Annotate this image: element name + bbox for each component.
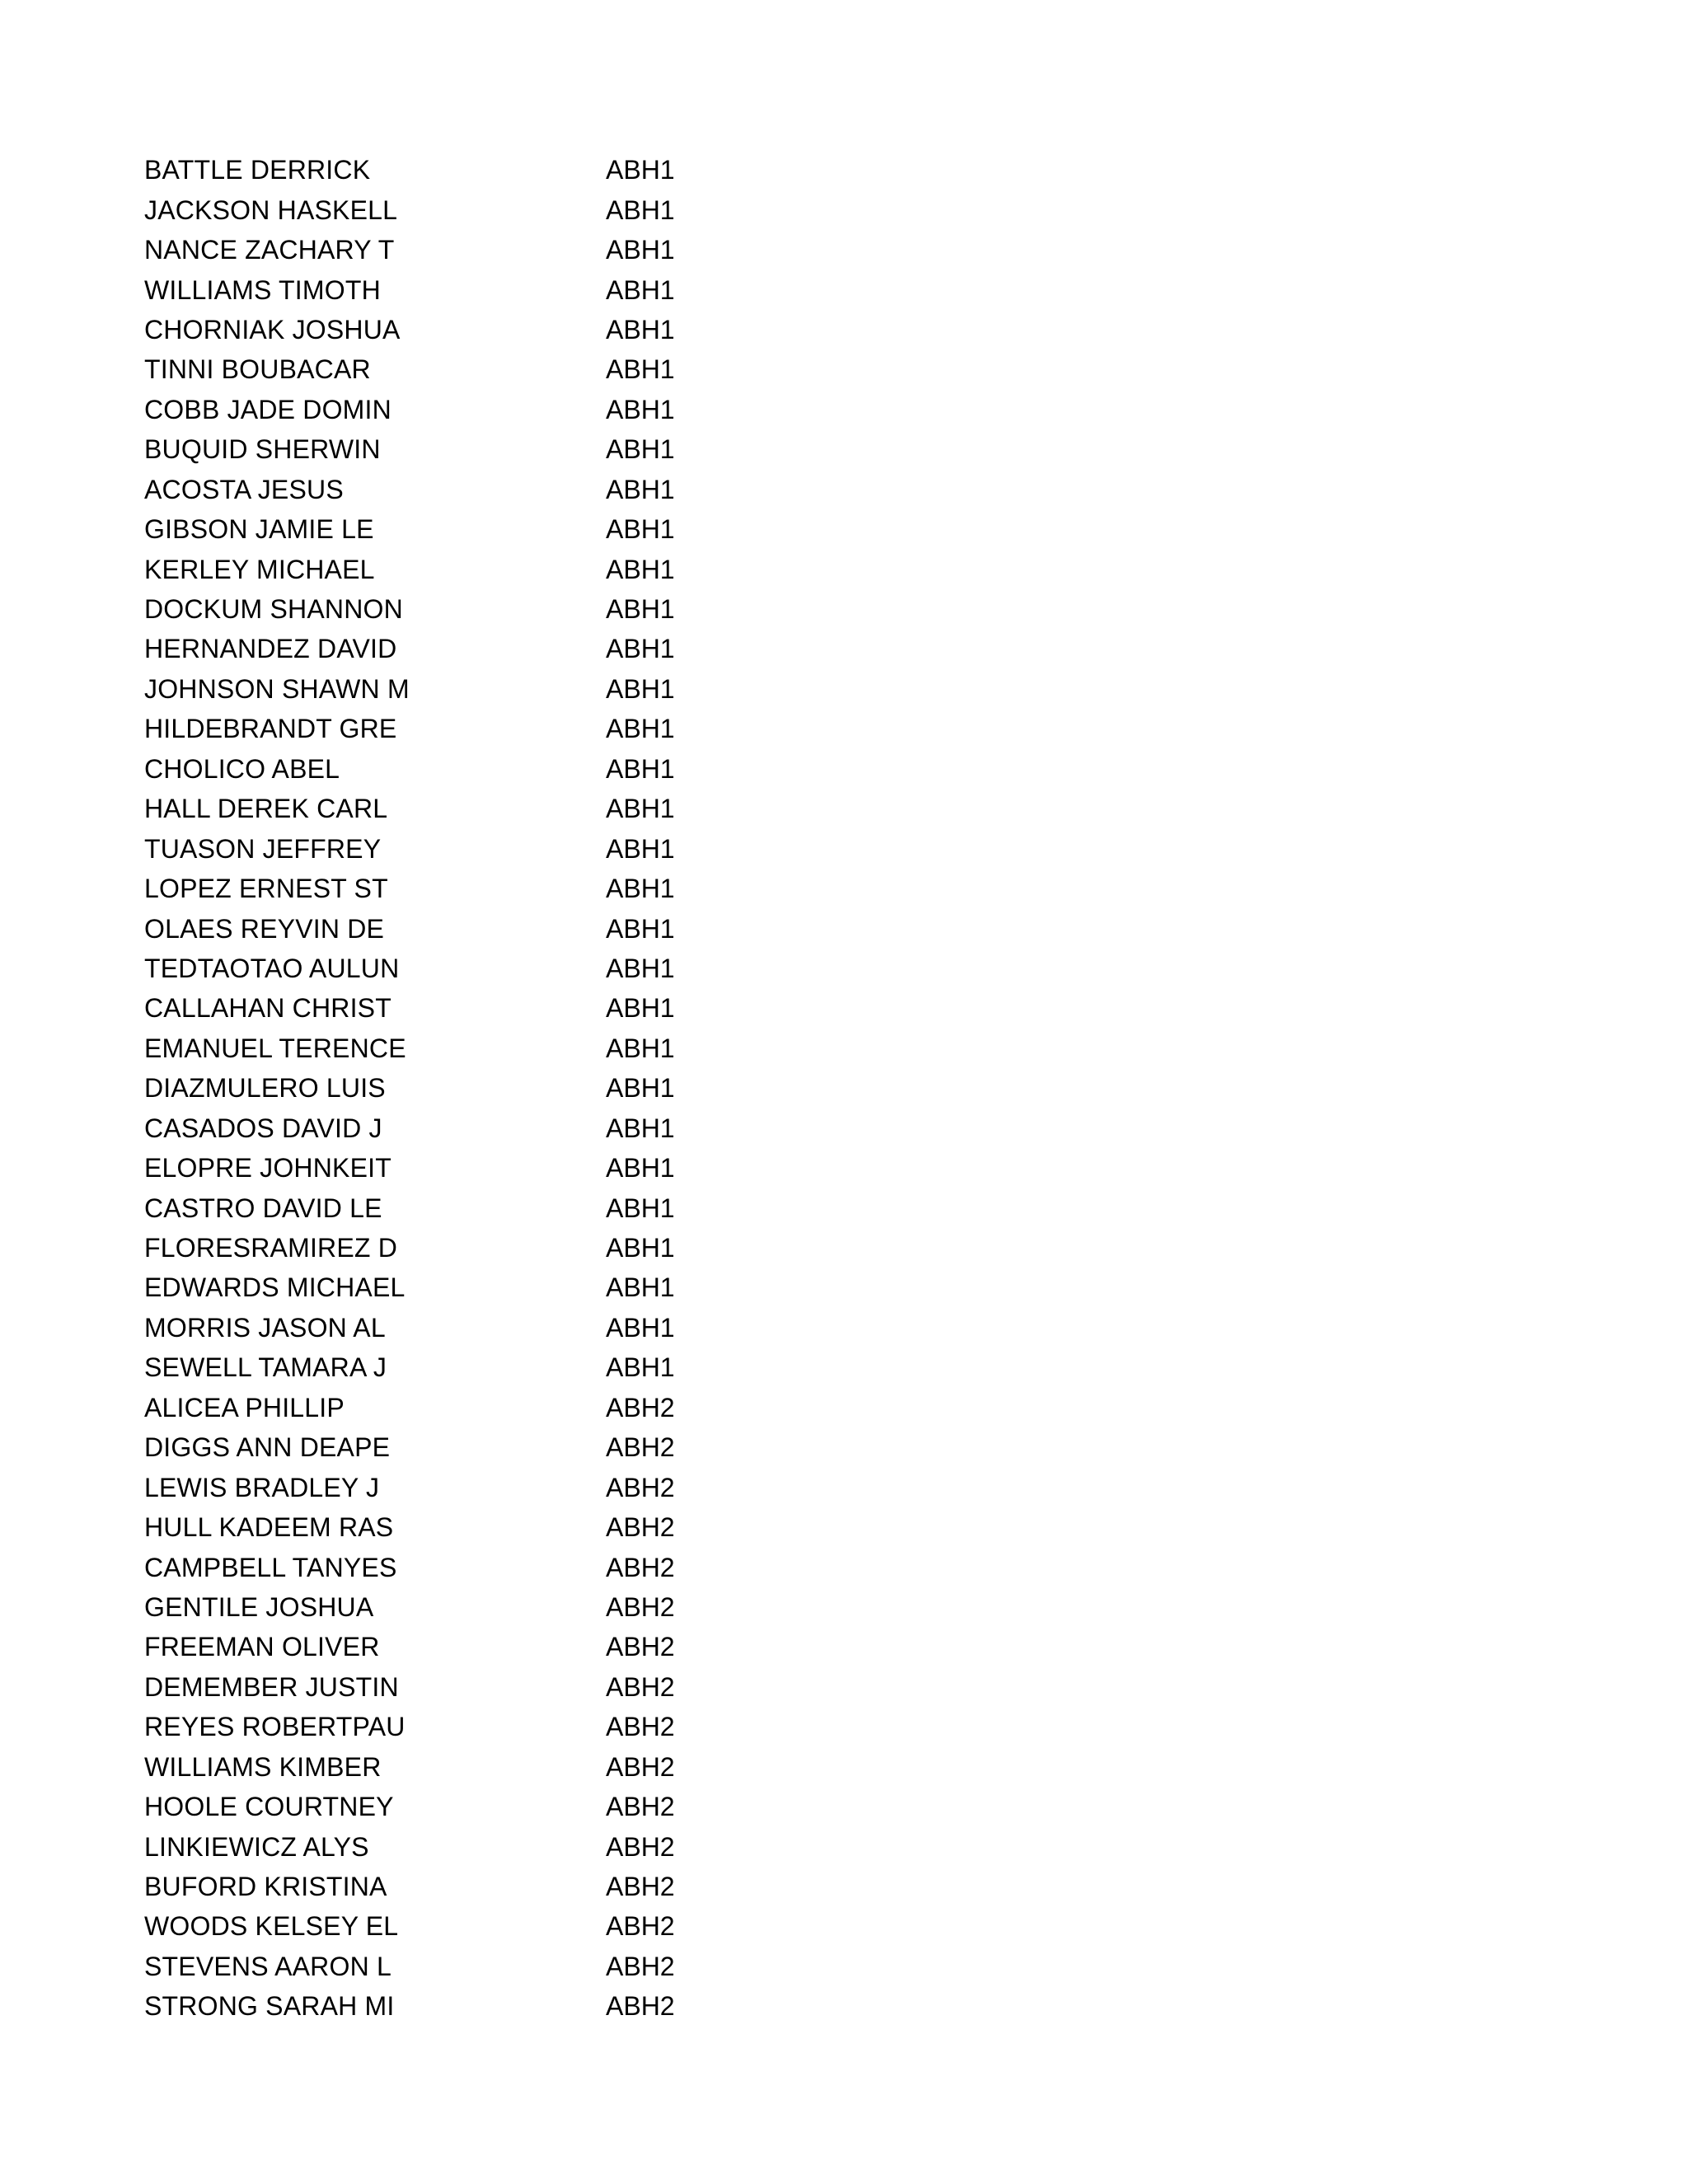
unit-code: ABH1 <box>606 953 675 983</box>
unit-code: ABH1 <box>606 833 675 864</box>
unit-code: ABH1 <box>606 993 675 1024</box>
person-name: HALL DEREK CARL <box>144 794 388 824</box>
unit-code: ABH2 <box>606 1552 675 1582</box>
unit-code: ABH1 <box>606 314 675 344</box>
unit-code: ABH1 <box>606 155 675 185</box>
list-item <box>144 1867 886 1906</box>
person-name: TUASON JEFFREY <box>144 833 382 864</box>
list-item <box>144 150 886 190</box>
person-name: BATTLE DERRICK <box>144 155 371 185</box>
list-item <box>144 1747 886 1787</box>
list-item <box>144 230 886 269</box>
person-name: WILLIAMS KIMBER <box>144 1751 382 1782</box>
unit-code: ABH2 <box>606 1632 675 1662</box>
person-name: GIBSON JAMIE LE <box>144 514 374 545</box>
unit-code: ABH2 <box>606 1991 675 2022</box>
list-item <box>144 1707 886 1746</box>
unit-code: ABH1 <box>606 274 675 305</box>
person-name: JACKSON HASKELL <box>144 194 398 225</box>
person-name: COBB JADE DOMIN <box>144 394 392 424</box>
person-name: CHOLICO ABEL <box>144 753 340 784</box>
unit-code: ABH1 <box>606 794 675 824</box>
person-name: TINNI BOUBACAR <box>144 354 371 385</box>
list-item <box>144 789 886 828</box>
list-item <box>144 1906 886 1946</box>
list-item <box>144 869 886 908</box>
list-item <box>144 1587 886 1627</box>
roster-list <box>144 150 886 2027</box>
person-name: LEWIS BRADLEY J <box>144 1472 380 1502</box>
unit-code: ABH2 <box>606 1512 675 1543</box>
list-item <box>144 470 886 509</box>
unit-code: ABH1 <box>606 634 675 664</box>
person-name: SEWELL TAMARA J <box>144 1352 387 1383</box>
unit-code: ABH2 <box>606 1911 675 1942</box>
list-item <box>144 1627 886 1666</box>
unit-code: ABH1 <box>606 1033 675 1063</box>
list-item <box>144 1347 886 1387</box>
unit-code: ABH1 <box>606 1272 675 1303</box>
person-name: OLAES REYVIN DE <box>144 913 385 944</box>
person-name: WILLIAMS TIMOTH <box>144 274 381 305</box>
person-name: FLORESRAMIREZ D <box>144 1233 398 1263</box>
unit-code: ABH1 <box>606 1312 675 1343</box>
list-item <box>144 1787 886 1826</box>
unit-code: ABH1 <box>606 194 675 225</box>
unit-code: ABH1 <box>606 1153 675 1183</box>
list-item <box>144 1068 886 1108</box>
unit-code: ABH1 <box>606 1073 675 1104</box>
list-item <box>144 1188 886 1227</box>
unit-code: ABH1 <box>606 434 675 465</box>
person-name: MORRIS JASON AL <box>144 1312 386 1343</box>
person-name: EMANUEL TERENCE <box>144 1033 406 1063</box>
list-item <box>144 1388 886 1427</box>
person-name: CASTRO DAVID LE <box>144 1193 382 1223</box>
list-item <box>144 1228 886 1268</box>
unit-code: ABH1 <box>606 474 675 504</box>
person-name: CASADOS DAVID J <box>144 1113 382 1143</box>
list-item <box>144 1986 886 2026</box>
person-name: ACOSTA JESUS <box>144 474 344 504</box>
unit-code: ABH1 <box>606 1193 675 1223</box>
list-item <box>144 949 886 988</box>
list-item <box>144 749 886 789</box>
person-name: CAMPBELL TANYES <box>144 1552 397 1582</box>
list-item <box>144 429 886 469</box>
unit-code: ABH2 <box>606 1872 675 1902</box>
unit-code: ABH1 <box>606 1233 675 1263</box>
unit-code: ABH2 <box>606 1751 675 1782</box>
unit-code: ABH1 <box>606 394 675 424</box>
person-name: BUQUID SHERWIN <box>144 434 381 465</box>
person-name: BUFORD KRISTINA <box>144 1872 387 1902</box>
list-item <box>144 709 886 748</box>
list-item <box>144 1667 886 1707</box>
person-name: HOOLE COURTNEY <box>144 1792 394 1822</box>
person-name: STEVENS AARON L <box>144 1951 392 1981</box>
unit-code: ABH1 <box>606 354 675 385</box>
list-item <box>144 1029 886 1068</box>
list-item <box>144 310 886 349</box>
unit-code: ABH1 <box>606 913 675 944</box>
person-name: DIAZMULERO LUIS <box>144 1073 386 1104</box>
list-item <box>144 1826 886 1866</box>
person-name: CHORNIAK JOSHUA <box>144 314 401 344</box>
list-item <box>144 1547 886 1586</box>
person-name: DIGGS ANN DEAPE <box>144 1432 391 1463</box>
person-name: HILDEBRANDT GRE <box>144 714 397 744</box>
person-name: WOODS KELSEY EL <box>144 1911 399 1942</box>
list-item <box>144 269 886 309</box>
list-item <box>144 1507 886 1547</box>
unit-code: ABH1 <box>606 1113 675 1143</box>
unit-code: ABH2 <box>606 1671 675 1702</box>
person-name: LINKIEWICZ ALYS <box>144 1831 369 1862</box>
list-item <box>144 190 886 229</box>
person-name: TEDTAOTAO AULUN <box>144 953 400 983</box>
unit-code: ABH2 <box>606 1472 675 1502</box>
person-name: KERLEY MICHAEL <box>144 554 375 584</box>
unit-code: ABH2 <box>606 1392 675 1422</box>
list-item <box>144 828 886 868</box>
list-item <box>144 390 886 429</box>
person-name: CALLAHAN CHRIST <box>144 993 392 1024</box>
person-name: DOCKUM SHANNON <box>144 594 403 625</box>
unit-code: ABH1 <box>606 1352 675 1383</box>
person-name: ELOPRE JOHNKEIT <box>144 1153 392 1183</box>
unit-code: ABH1 <box>606 874 675 904</box>
person-name: DEMEMBER JUSTIN <box>144 1671 399 1702</box>
unit-code: ABH1 <box>606 554 675 584</box>
unit-code: ABH2 <box>606 1591 675 1622</box>
list-item <box>144 589 886 629</box>
unit-code: ABH1 <box>606 235 675 265</box>
unit-code: ABH1 <box>606 673 675 704</box>
unit-code: ABH2 <box>606 1792 675 1822</box>
list-item <box>144 629 886 668</box>
list-item <box>144 908 886 948</box>
list-item <box>144 509 886 549</box>
person-name: JOHNSON SHAWN M <box>144 673 410 704</box>
unit-code: ABH1 <box>606 753 675 784</box>
unit-code: ABH2 <box>606 1951 675 1981</box>
list-item <box>144 349 886 389</box>
list-item <box>144 1148 886 1188</box>
person-name: NANCE ZACHARY T <box>144 235 395 265</box>
person-name: GENTILE JOSHUA <box>144 1591 374 1622</box>
unit-code: ABH2 <box>606 1831 675 1862</box>
person-name: EDWARDS MICHAEL <box>144 1272 406 1303</box>
list-item <box>144 1108 886 1148</box>
person-name: HERNANDEZ DAVID <box>144 634 397 664</box>
person-name: STRONG SARAH MI <box>144 1991 395 2022</box>
list-item <box>144 669 886 709</box>
unit-code: ABH1 <box>606 594 675 625</box>
list-item <box>144 1308 886 1347</box>
unit-code: ABH1 <box>606 714 675 744</box>
list-item <box>144 1947 886 1986</box>
list-item <box>144 549 886 588</box>
unit-code: ABH2 <box>606 1712 675 1742</box>
list-item <box>144 1467 886 1507</box>
list-item <box>144 1427 886 1467</box>
person-name: ALICEA PHILLIP <box>144 1392 345 1422</box>
list-item <box>144 1268 886 1307</box>
person-name: REYES ROBERTPAU <box>144 1712 406 1742</box>
person-name: HULL KADEEM RAS <box>144 1512 394 1543</box>
person-name: FREEMAN OLIVER <box>144 1632 380 1662</box>
unit-code: ABH1 <box>606 514 675 545</box>
person-name: LOPEZ ERNEST ST <box>144 874 388 904</box>
unit-code: ABH2 <box>606 1432 675 1463</box>
list-item <box>144 988 886 1028</box>
